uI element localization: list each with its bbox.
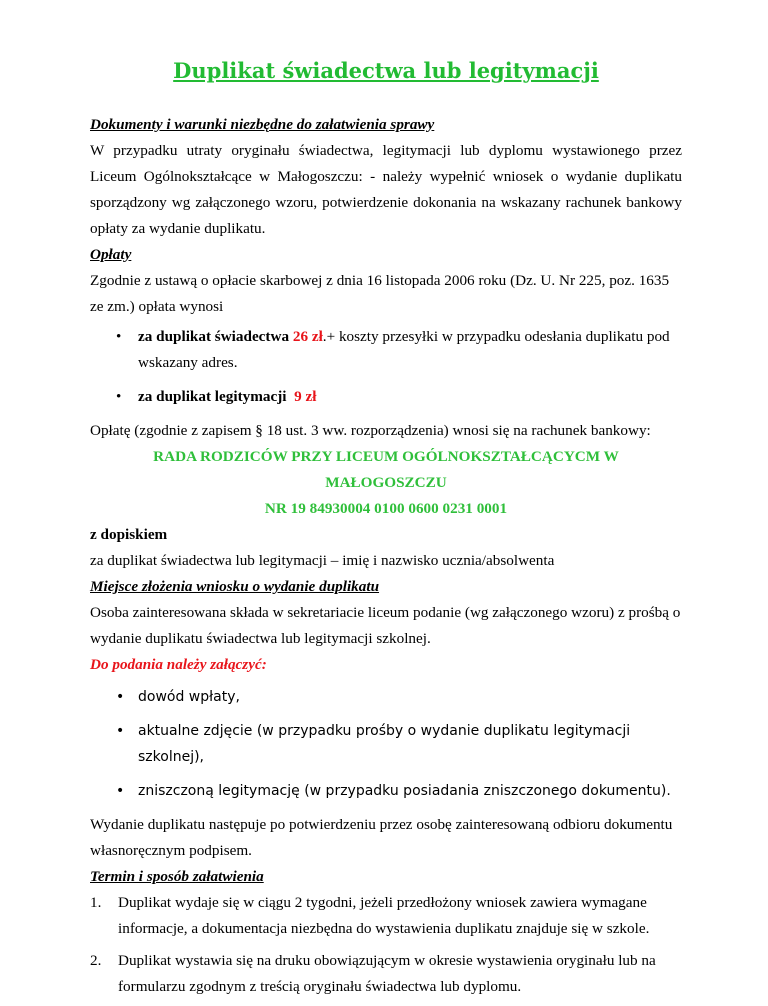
list-item [90, 948, 682, 1000]
fee-label: za duplikat legitymacji [138, 388, 287, 405]
section-heading-term: Termin i sposób załatwienia [90, 868, 264, 885]
payment-text: Opłatę (zgodnie z zapisem § 18 ust. 3 ww. rozporządzenia) wnosi się na rachunek bankowy: [90, 422, 651, 439]
bullet-icon: • [116, 723, 125, 739]
attachments-list [90, 684, 682, 804]
section-heading-fees: Opłaty [90, 246, 132, 263]
fees-list [90, 324, 682, 410]
list-item [90, 890, 682, 942]
documents-text: W przypadku utraty oryginału świadectwa, legitymacji lub dyplomu wystawionego przez Liceum Ogólnokształcące w Małogoszczu: - należy wypełnić wniosek o wydanie duplikatu sporządzony wg załączonego wzoru, potwierdzenie dokonania na wskazany rachunek bankowy opłaty za wydanie duplikatu. [90, 142, 682, 237]
item-number: 2. [90, 952, 102, 969]
list-item [90, 778, 682, 804]
attachment-text: aktualne zdjęcie (w przypadku prośby o wydanie duplikatu legitymacji szkolnej), [138, 723, 631, 765]
bullet-icon: • [116, 388, 122, 405]
attachment-text: dowód wpłaty, [138, 689, 240, 705]
fee-rest: .+ koszty przesyłki w przypadku odesłania duplikatu pod wskazany adres. [138, 328, 670, 371]
list-item [90, 684, 682, 710]
item-text: Duplikat wydaje się w ciągu 2 tygodni, jeżeli przedłożony wniosek zawiera wymagane informacje, a dokumentacja niezbędna do wystawienia duplikatu znajduje się w szkole. [118, 894, 650, 937]
bullet-icon: • [116, 689, 125, 705]
attachment-text: zniszczoną legitymację (w przypadku posiadania zniszczonego dokumentu). [138, 783, 671, 799]
list-item [90, 324, 682, 376]
section-heading-documents: Dokumenty i warunki niezbędne do załatwienia sprawy [90, 116, 435, 133]
item-text: Duplikat wystawia się na druku obowiązującym w okresie wystawienia oryginału lub na formularzu zgodnym z treścią oryginału świadectwa lub dyplomu. [118, 952, 656, 995]
list-item [90, 718, 682, 770]
fee-amount: 9 zł [294, 388, 317, 405]
section-heading-place: Miejsce złożenia wniosku o wydanie duplikatu [90, 578, 380, 595]
term-list [90, 890, 682, 1000]
fees-text: Zgodnie z ustawą o opłacie skarbowej z dnia 16 listopada 2006 roku (Dz. U. Nr 225, poz. 1635 ze zm.) opłata wynosi [90, 272, 670, 315]
attach-heading: Do podania należy załączyć: [90, 656, 267, 673]
item-number: 1. [90, 894, 102, 911]
page-title: Duplikat świadectwa lub legitymacji [173, 58, 599, 83]
closing-text: Wydanie duplikatu następuje po potwierdzeniu przez osobę zainteresowaną odbioru dokumentu własnoręcznym podpisem. [90, 816, 673, 859]
fee-amount: 26 zł [292, 328, 323, 345]
bullet-icon: • [116, 328, 122, 345]
note-text: za duplikat świadectwa lub legitymacji – imię i nazwisko ucznia/absolwenta [90, 552, 555, 569]
place-text: Osoba zainteresowana składa w sekretariacie liceum podanie (wg załączonego wzoru) z prośbą o wydanie duplikatu świadectwa lub legitymacji szkolnej. [90, 604, 681, 647]
fee-label: za duplikat świadectwa [138, 328, 290, 345]
account-name: RADA RODZICÓW PRZY LICEUM OGÓLNOKSZTAŁCĄCYCM W MAŁOGOSZCZU [153, 448, 619, 491]
bullet-icon: • [116, 783, 125, 799]
note-label: z dopiskiem [90, 526, 168, 543]
document-page [90, 56, 682, 1006]
list-item [90, 384, 682, 410]
account-number: NR 19 84930004 0100 0600 0231 0001 [264, 500, 508, 517]
